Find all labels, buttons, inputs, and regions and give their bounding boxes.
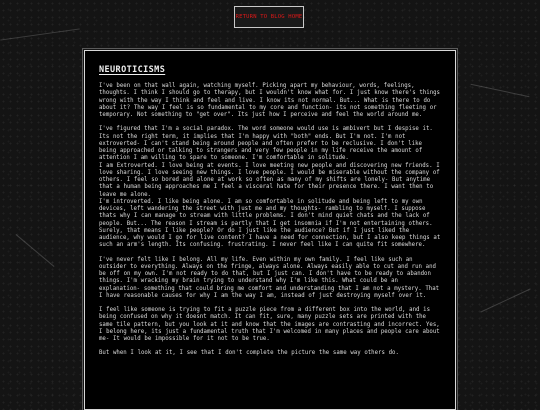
post-title: NEUROTICISMS bbox=[99, 65, 166, 75]
post-paragraph: But when I look at it, I see that I don't complete the picture the same way others do. bbox=[99, 350, 399, 357]
background-scratch bbox=[16, 234, 55, 267]
post-paragraph: I've figured that I'm a social paradox. The word someone would use is ambivert but I despise it. Its not the right term, it implies that I'm happy with "both" ends. But I'm not. I'm not extroverted- I can't stand being around people and often prefer to be reclusive. I don't like being approached or talking to strangers and very few people in my life receive the amount of attention I am willing to spare to someone. I'm comfortable in solitude. bbox=[99, 126, 433, 162]
background-scratch bbox=[0, 28, 79, 40]
post-paragraph: I've been on that wall again, watching myself. Picking apart my behaviour, words, feelings, thoughts. I think I should go to therapy, but I wouldn't know what for. I just know there's things wrong with the way I think and feel and live. I know its not normal. But... What is there to do about it? The way I feel is so fundamental to my core and function- its not something fleeting or temporary. Not something to "get over". Its just how I perceive and feel the world around me. bbox=[99, 83, 440, 118]
post-paragraph: I've never felt like I belong. All my life. Even within my own family. I feel like such an outsider to everything. Always on the fringe, always alone. Always easily able to cut and run and be off on my own. I'm not ready to do that, but I just can. I don't have to be ready to abandon things. I'm wracking my brain trying to understand why I'm like this. What could be an explanation- something that could bring me comfort and understanding that I am not a mystery. That I have reasonable causes for why I am the way I am, instead of just destroying myself over it. bbox=[99, 256, 440, 299]
post-paragraph: I feel like someone is trying to fit a puzzle piece from a different box into the world, and is being confused on why it doesnt match. It can fit, sure, many puzzle sets are printed with the same tile pattern, but you look at it and know that the images are contrasting and incorrect. Yes, I belong here, its just a fundamental truth that I'm welcomed in many places and people care about me- It would be impossible for it not to be true. bbox=[99, 307, 440, 342]
return-to-blog-home-button[interactable]: RETURN TO BLOG HOME bbox=[234, 6, 304, 28]
background-scratch bbox=[480, 288, 530, 312]
post-paragraph: I'm introverted. I like being alone. I am so comfortable in solitude and being left to my own devices, left wandering the street with just me and my thoughts- rambling to myself. I suppose thats why I can manage to stream with little problems. I don't mind quiet chats and the lack of people. But... The reason I stream is partly that I get insomnia if I'm not entertaining others. Surely, that means I like people? Or do I just like the audience? But if I just liked the audience, why would I go for live content? I have a need for connection, but I also keep things at such an arm's length. Its confusing. frustrating. I never feel like I can quite fit somewhere. bbox=[99, 198, 441, 249]
blog-post-panel bbox=[84, 50, 456, 410]
post-paragraph: I am Extroverted. I love being at events. I love meeting new people and discovering new friends. I love sharing. I love seeing new things. I love people. I would be miserable without the company of others. I feel so bored and alone at work so often as many of my shifts are lonely- But anytime that a human being approaches me I feel a visceral hate for their presence there. I want then to leave me alone. bbox=[99, 162, 440, 198]
background-scratch bbox=[471, 84, 530, 97]
